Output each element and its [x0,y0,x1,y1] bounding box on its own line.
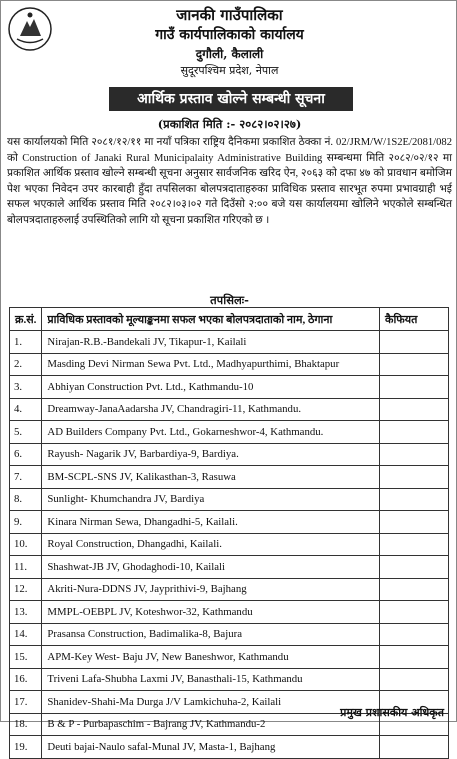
table-header-row [10,308,449,331]
row-sn: 18. [10,713,42,736]
row-bidder-name: Prasansa Construction, Badimalika-8, Bajura [42,623,380,646]
row-bidder-name: Royal Construction, Dhangadhi, Kailali. [42,533,380,556]
table-row [10,578,449,601]
table-row [10,623,449,646]
row-remarks [380,578,449,601]
row-sn: 16. [10,668,42,691]
notice-paragraph: यस कार्यालयको मिति २०८१/१२/११ मा नयाँ पत्रिका राष्ट्रिय दैनिकमा प्रकाशित ठेक्का नं. 02/JRM/W/1S2E/2081/082 को Construction of Janaki Rural Municipalaity Administrative Building सम्बन्धमा मिति २०८२/०२/१२ मा प्रकाशित आर्थिक प्रस्ताव खोल्ने सम्बन्धी सूचना अनुसार सार्वजनिक खरिद ऐन, २०६३ को दफा ४७ को प्रावधान बमोजिम पेश भएका निवेदन उपर कारबाही हुँदा तपसिलका बोलपत्रदाताहरुका प्राविधिक प्रस्ताव सारभूत रुपमा प्रभावग्राही भई सफल भएकाले आर्थिक प्रस्ताव मिति २०८२।०३।०२ गते दिउँसो २:०० बजे यस कार्यालयमा खोलिने भएकोले सम्बन्धित बोलपत्रदाताहरुलाई उपस्थितिको लागि यो सूचना प्रकाशित गरिएको छ । [7,137,452,226]
row-remarks [380,331,449,354]
row-bidder-name: APM-Key West- Baju JV, New Baneshwor, Kathmandu [42,646,380,669]
row-sn: 11. [10,556,42,579]
province-name: सुदूरपश्चिम प्रदेश, नेपाल [180,64,279,77]
row-remarks [380,421,449,444]
row-bidder-name: Sunlight- Khumchandra JV, Bardiya [42,488,380,511]
table-row [10,466,449,489]
notice-title: आर्थिक प्रस्ताव खोल्ने सम्बन्धी सूचना [109,87,353,111]
row-bidder-name: Akriti-Nura-DDNS JV, Jayprithivi-9, Bajhang [42,578,380,601]
col-header-sn: क्र.सं. [10,308,42,331]
signoff: प्रमुख प्रशासकीय अधिकृत [340,706,444,719]
row-remarks [380,556,449,579]
row-bidder-name: Rayush- Nagarik JV, Barbardiya-9, Bardiya. [42,443,380,466]
table-row [10,353,449,376]
row-bidder-name: Triveni Lafa-Shubha Laxmi JV, Banasthali-15, Kathmandu [42,668,380,691]
row-remarks [380,443,449,466]
office-name: गाउँ कार्यपालिकाको कार्यालय [155,27,304,43]
table-row [10,443,449,466]
row-remarks [380,668,449,691]
row-sn: 7. [10,466,42,489]
notice-body [7,135,452,229]
row-remarks [380,511,449,534]
row-sn: 10. [10,533,42,556]
row-bidder-name: Abhiyan Construction Pvt. Ltd., Kathmandu-10 [42,376,380,399]
row-remarks [380,601,449,624]
row-sn: 3. [10,376,42,399]
row-sn: 2. [10,353,42,376]
row-bidder-name: B & P - Purbapaschim - Bajrang JV, Kathmandu-2 [42,713,380,736]
row-remarks [380,646,449,669]
row-bidder-name: Nirajan-R.B.-Bandekali JV, Tikapur-1, Kailali [42,331,380,354]
row-bidder-name: AD Builders Company Pvt. Ltd., Gokarneshwor-4, Kathmandu. [42,421,380,444]
col-header-remarks: कैफियत [380,308,449,331]
row-remarks [380,533,449,556]
publish-date: (प्रकाशित मिति :- २०८२।०२।२७) [157,117,302,131]
table-row [10,646,449,669]
row-remarks [380,488,449,511]
row-remarks [380,736,449,759]
row-bidder-name: Shanidev-Shahi-Ma Durga J/V Lamkichuha-2, Kailali [42,691,380,714]
table-row [10,331,449,354]
table-row [10,376,449,399]
row-bidder-name: Deuti bajai-Naulo safal-Munal JV, Masta-1, Bajhang [42,736,380,759]
row-bidder-name: Masding Devi Nirman Sewa Pvt. Ltd., Madhyapurthimi, Bhaktapur [42,353,380,376]
row-bidder-name: MMPL-OEBPL JV, Koteshwor-32, Kathmandu [42,601,380,624]
table-row [10,556,449,579]
table-row [10,668,449,691]
row-remarks [380,466,449,489]
row-sn: 12. [10,578,42,601]
table-row [10,736,449,759]
bidders-table [9,307,449,759]
row-sn: 5. [10,421,42,444]
col-header-name: प्राविधिक प्रस्तावको मूल्याङ्कनमा सफल भएका बोलपत्रदाताको नाम, ठेगाना [42,308,380,331]
municipality-name: जानकी गाउँपालिका [176,6,283,24]
row-sn: 6. [10,443,42,466]
row-sn: 9. [10,511,42,534]
row-sn: 19. [10,736,42,759]
table-row [10,511,449,534]
table-row [10,421,449,444]
row-sn: 13. [10,601,42,624]
row-sn: 4. [10,398,42,421]
table-row [10,601,449,624]
row-remarks [380,376,449,399]
annex-title: तपसिलः- [210,293,249,307]
row-sn: 14. [10,623,42,646]
row-bidder-name: Shashwat-JB JV, Ghodaghodi-10, Kailali [42,556,380,579]
row-remarks [380,398,449,421]
table-row [10,533,449,556]
row-sn: 17. [10,691,42,714]
row-bidder-name: Kinara Nirman Sewa, Dhangadhi-5, Kailali. [42,511,380,534]
row-remarks [380,353,449,376]
row-remarks [380,623,449,646]
row-bidder-name: Dreamway-JanaAadarsha JV, Chandragiri-11, Kathmandu. [42,398,380,421]
row-sn: 1. [10,331,42,354]
table-row [10,398,449,421]
office-location: दुगौली, कैलाली [195,47,264,61]
row-sn: 8. [10,488,42,511]
row-sn: 15. [10,646,42,669]
table-row [10,488,449,511]
row-bidder-name: BM-SCPL-SNS JV, Kalikasthan-3, Rasuwa [42,466,380,489]
